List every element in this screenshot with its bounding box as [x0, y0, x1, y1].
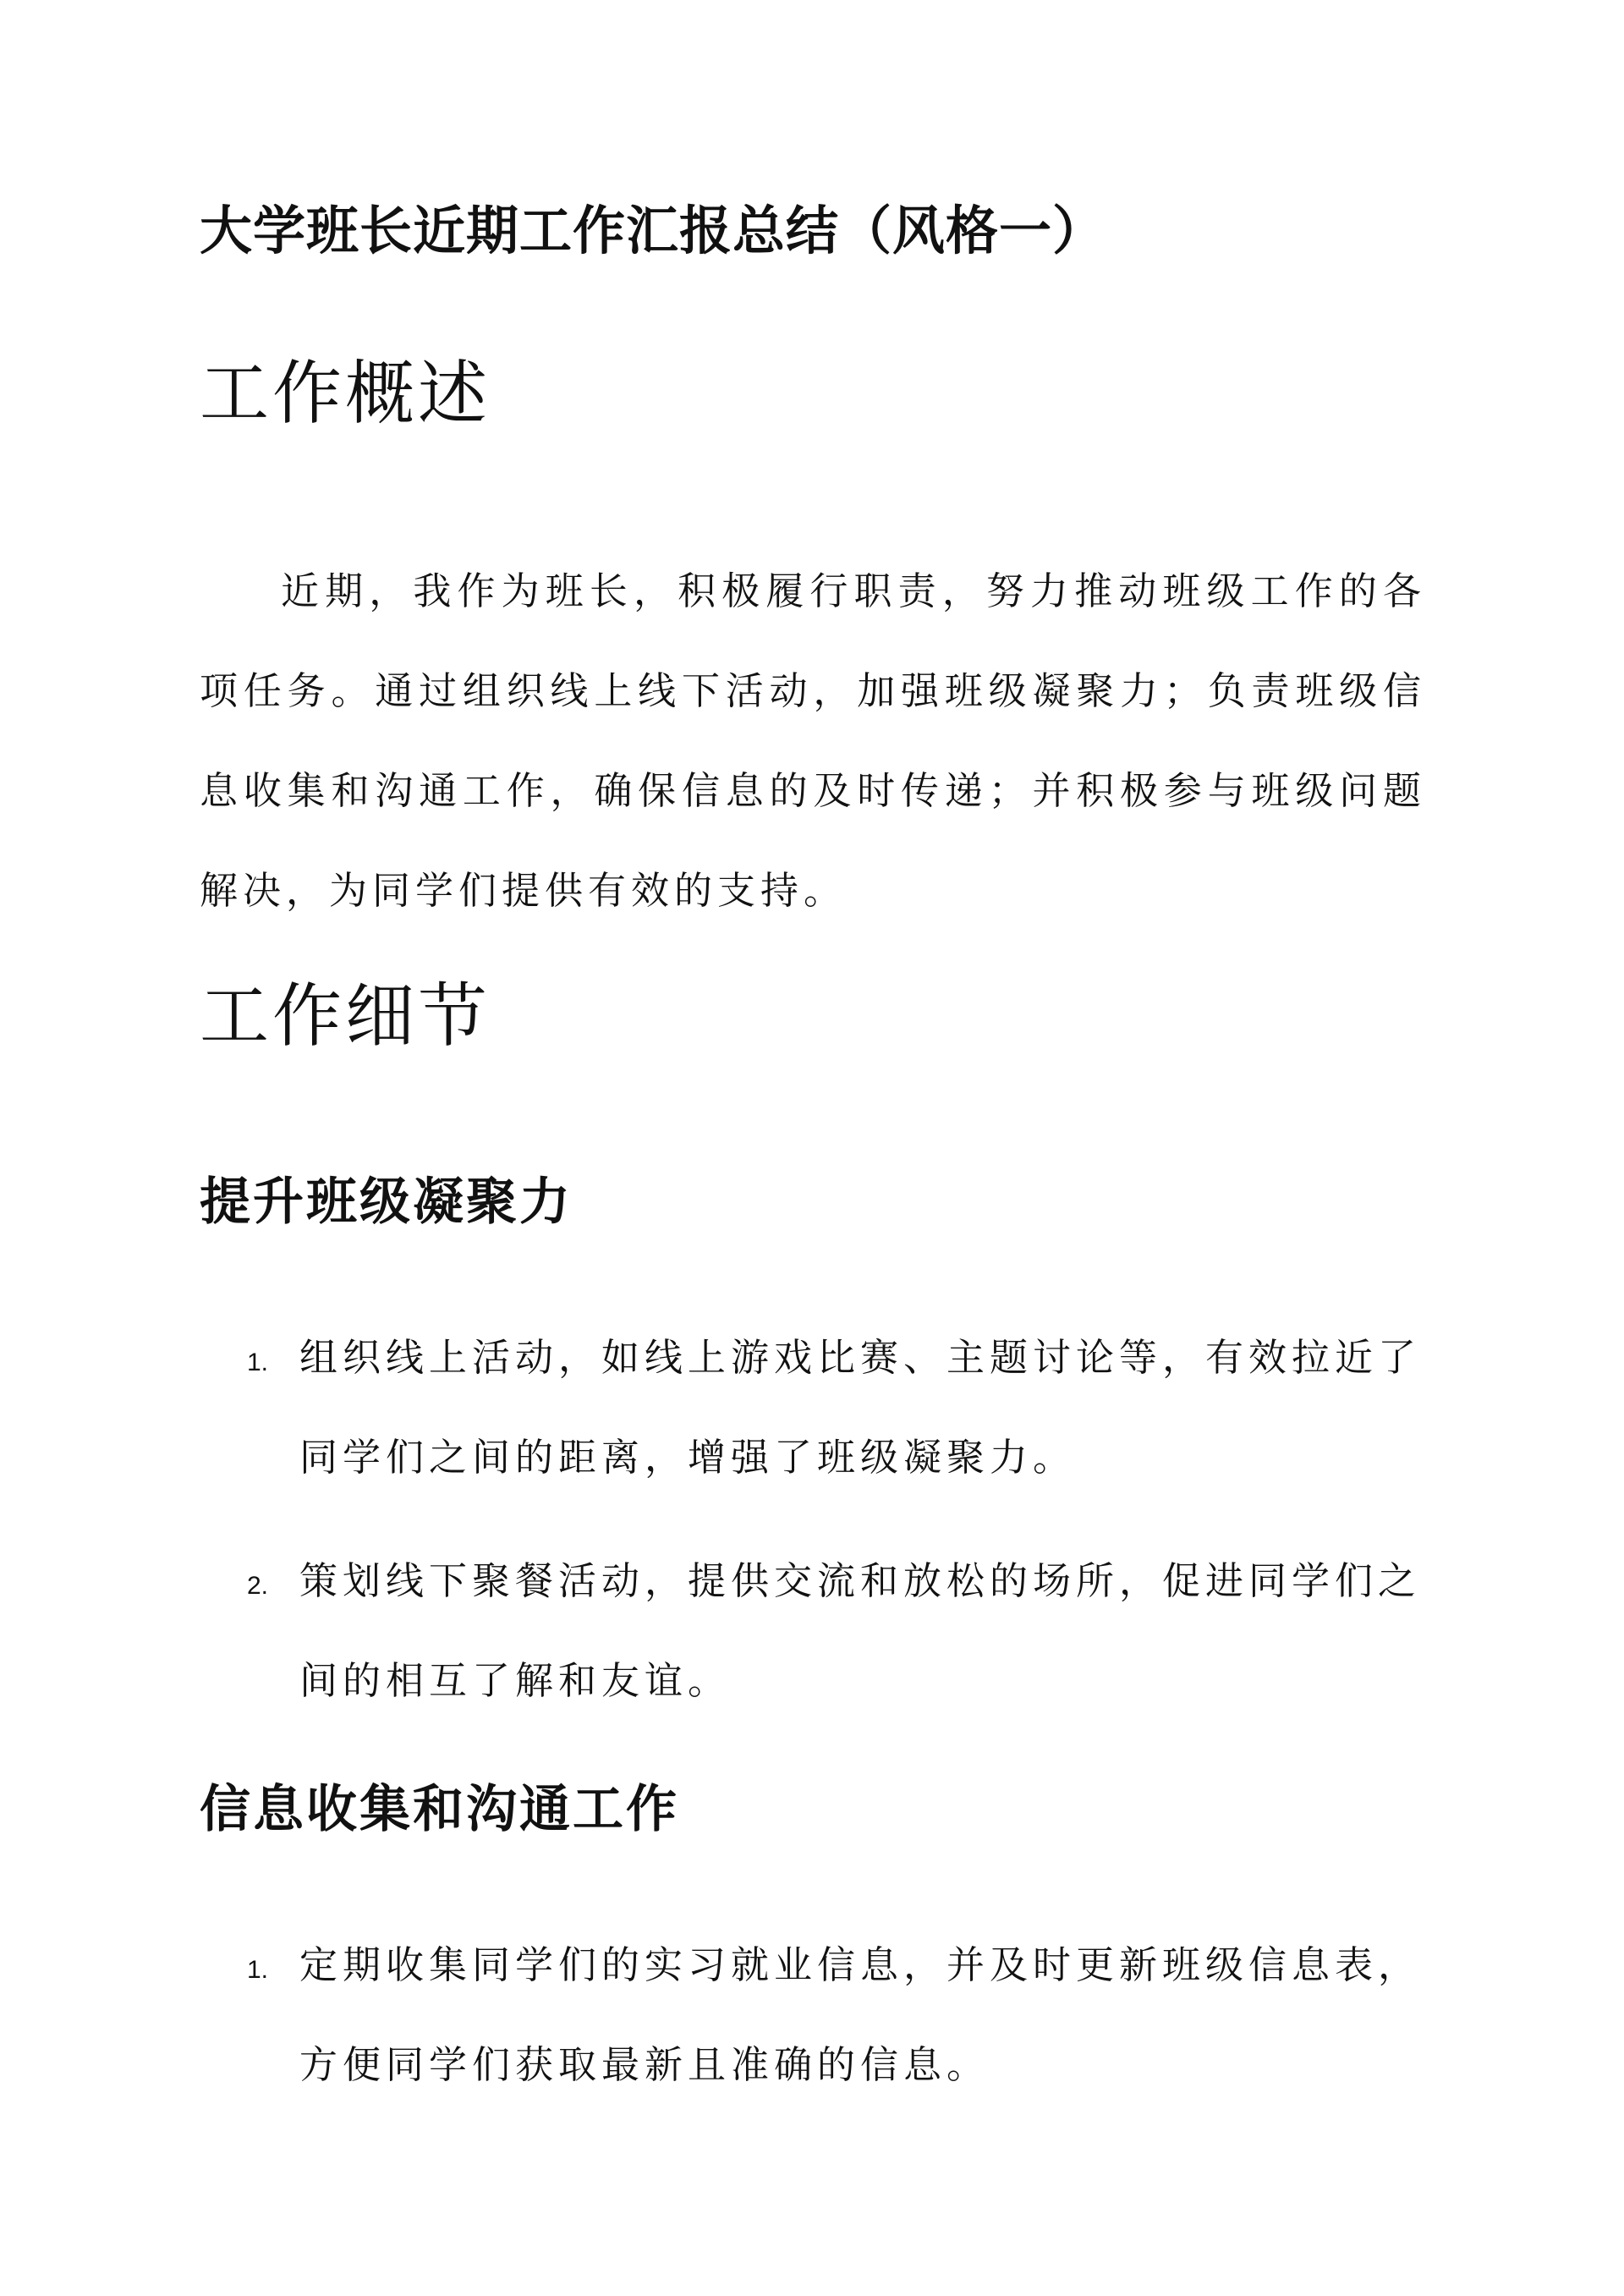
subsection-heading-cohesion: 提升班级凝聚力	[200, 1173, 573, 1232]
list-number: 1.	[247, 1348, 269, 1376]
section-heading-details: 工作细节	[200, 976, 491, 1057]
section-heading-overview: 工作概述	[200, 354, 491, 434]
subsection-heading-info: 信息收集和沟通工作	[200, 1780, 679, 1839]
list-number: 2.	[247, 1572, 269, 1600]
list-item-text: 定期收集同学们的实习就业信息，并及时更新班级信息表，方便同学们获取最新且准确的信息。	[299, 1942, 1422, 2087]
overview-paragraph: 近期，我作为班长，积极履行职责，努力推动班级工作的各项任务。通过组织线上线下活动，加强班级凝聚力；负责班级信息收集和沟通工作，确保信息的及时传递；并积极参与班级问题解决，为同学们提供有效的支持。	[200, 569, 1426, 913]
cohesion-list	[200, 1308, 1426, 1755]
list-item-text: 策划线下聚餐活动，提供交流和放松的场所，促进同学们之间的相互了解和友谊。	[299, 1558, 1422, 1703]
list-number: 1.	[247, 1956, 269, 1984]
list-item-text: 组织线上活动，如线上游戏比赛、主题讨论等，有效拉近了同学们之间的距离，增强了班级凝聚力。	[299, 1335, 1422, 1480]
info-list	[200, 1915, 1426, 2139]
list-item	[200, 1915, 1426, 2115]
list-item	[200, 1308, 1426, 1508]
document-title: 大学班长近期工作汇报总结（风格一）	[200, 200, 1106, 261]
list-item	[200, 1531, 1426, 1731]
